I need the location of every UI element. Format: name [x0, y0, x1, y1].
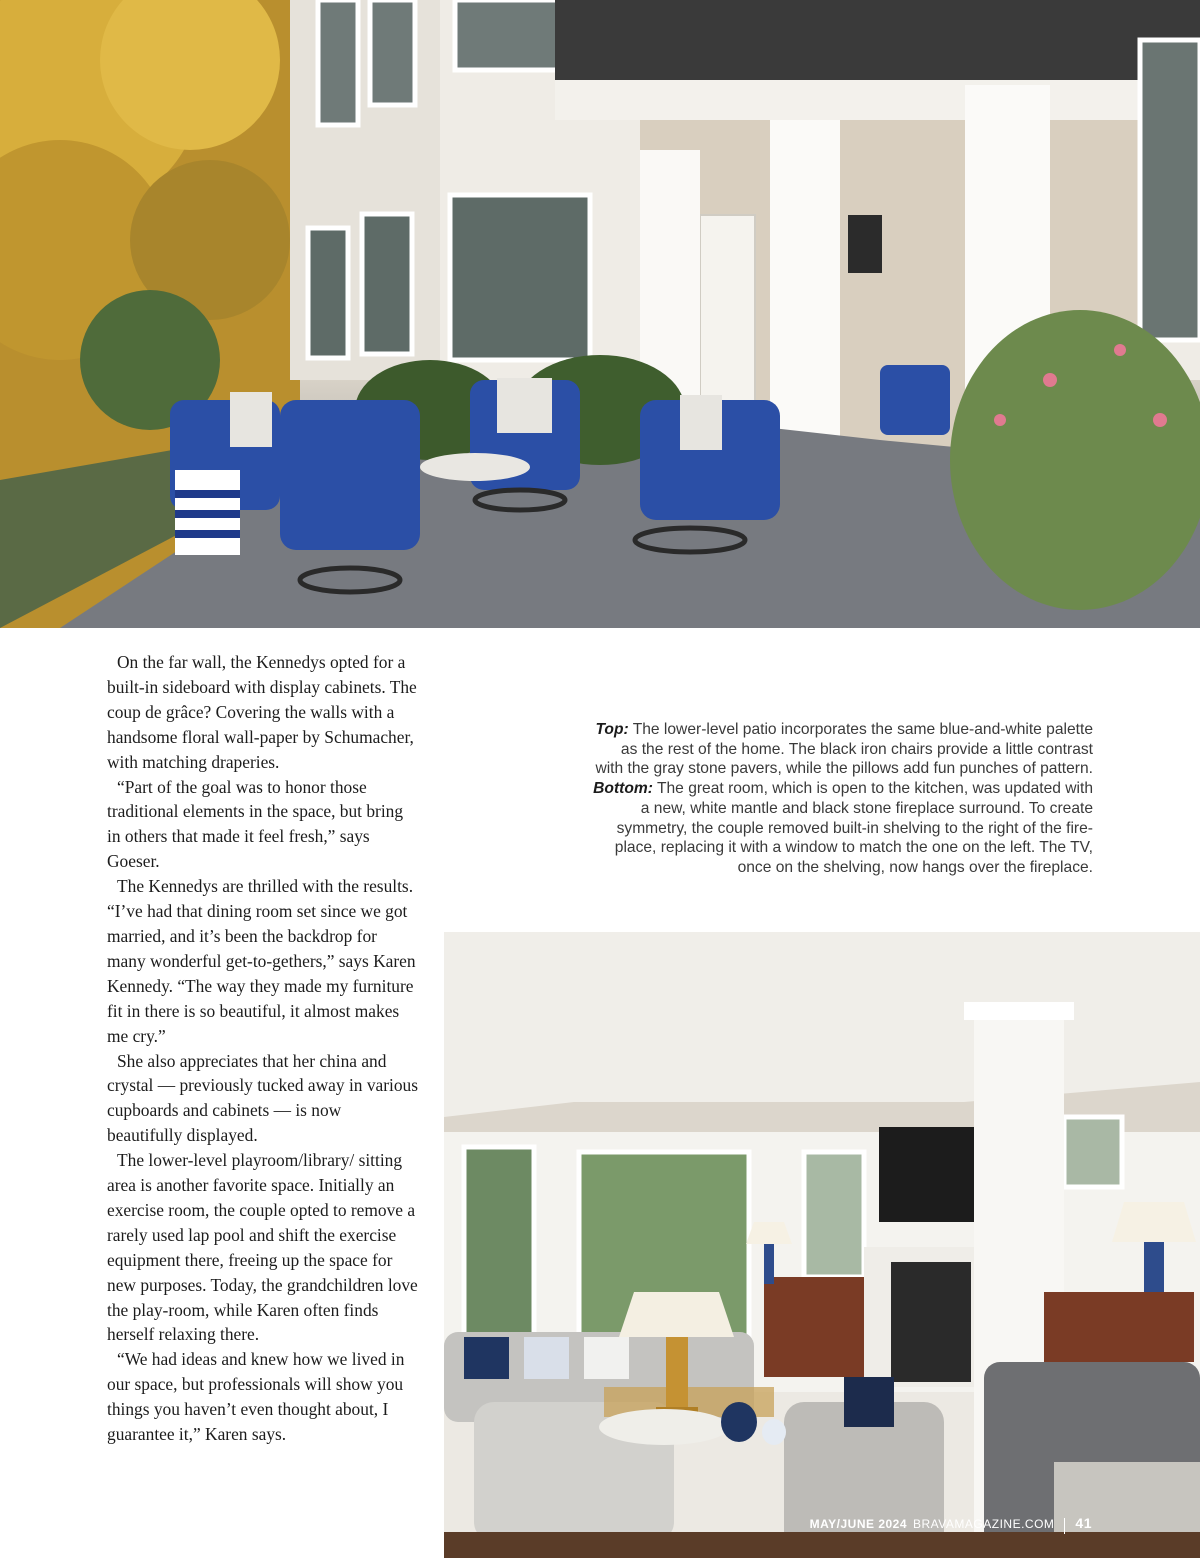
- patio-photo: [0, 0, 1200, 628]
- article-paragraph: She also appreciates that her china and crystal — previously tucked away in various cupboards and cabinets — is now beautifully displayed.: [107, 1050, 419, 1146]
- caption-bottom-text: The great room, which is open to the kitchen, was updated with a new, white mantle and black stone fireplace surround. To create symmetry, the couple removed built-in shelving to the right of the fire-place, replacing it with a window to match the one on the left. The TV, once on the shelving, now hangs over the fireplace.: [614, 780, 1093, 876]
- caption-top-label: Top:: [595, 721, 629, 738]
- page-number: 41: [1075, 1515, 1092, 1531]
- article-paragraph: “We had ideas and knew how we lived in our space, but professionals will show you things you haven’t even thought about, I guarantee it,” Karen says.: [107, 1349, 405, 1445]
- article-paragraph: “Part of the goal was to honor those traditional elements in the space, but bring in others that made it feel fresh,” says Goeser.: [107, 776, 404, 872]
- article-body: [107, 650, 419, 1447]
- folio-divider: [1064, 1518, 1065, 1534]
- caption-bottom-label: Bottom:: [593, 780, 653, 798]
- article-paragraph: The lower-level playroom/library/ sitting area is another favorite space. Initially an exercise room, the couple opted to remove a rarely used lap pool and shift the exercise equipment there, freeing up the space for new purposes. Today, the grandchildren love the play-room, while Karen often finds herself relaxing there.: [107, 1150, 418, 1345]
- article-paragraph: On the far wall, the Kennedys opted for a built-in sideboard with display cabinets. The coup de grâce? Covering the walls with a handsome floral wall-paper by Schumacher, with matching draperies.: [107, 652, 417, 772]
- article-paragraph: The Kennedys are thrilled with the results. “I’ve had that dining room set since we got married, and it’s been the backdrop for many wonderful get-to-gethers,” says Karen Kennedy. “The way they made my furniture fit in there is so beautiful, it almost makes me cry.”: [107, 876, 416, 1046]
- page-folio: [810, 1515, 1092, 1537]
- caption-top-text: The lower-level patio incorporates the same blue-and-white palette as the rest of the home. The black iron chairs provide a little contrast with the gray stone pavers, while the pillows add fun punches of pattern.: [595, 721, 1093, 778]
- issue-date: MAY/JUNE 2024: [809, 1517, 908, 1531]
- magazine-site: BRAVAMAGAZINE.COM: [913, 1517, 1055, 1531]
- photo-caption: [590, 720, 1093, 878]
- great-room-photo: [444, 932, 1200, 1558]
